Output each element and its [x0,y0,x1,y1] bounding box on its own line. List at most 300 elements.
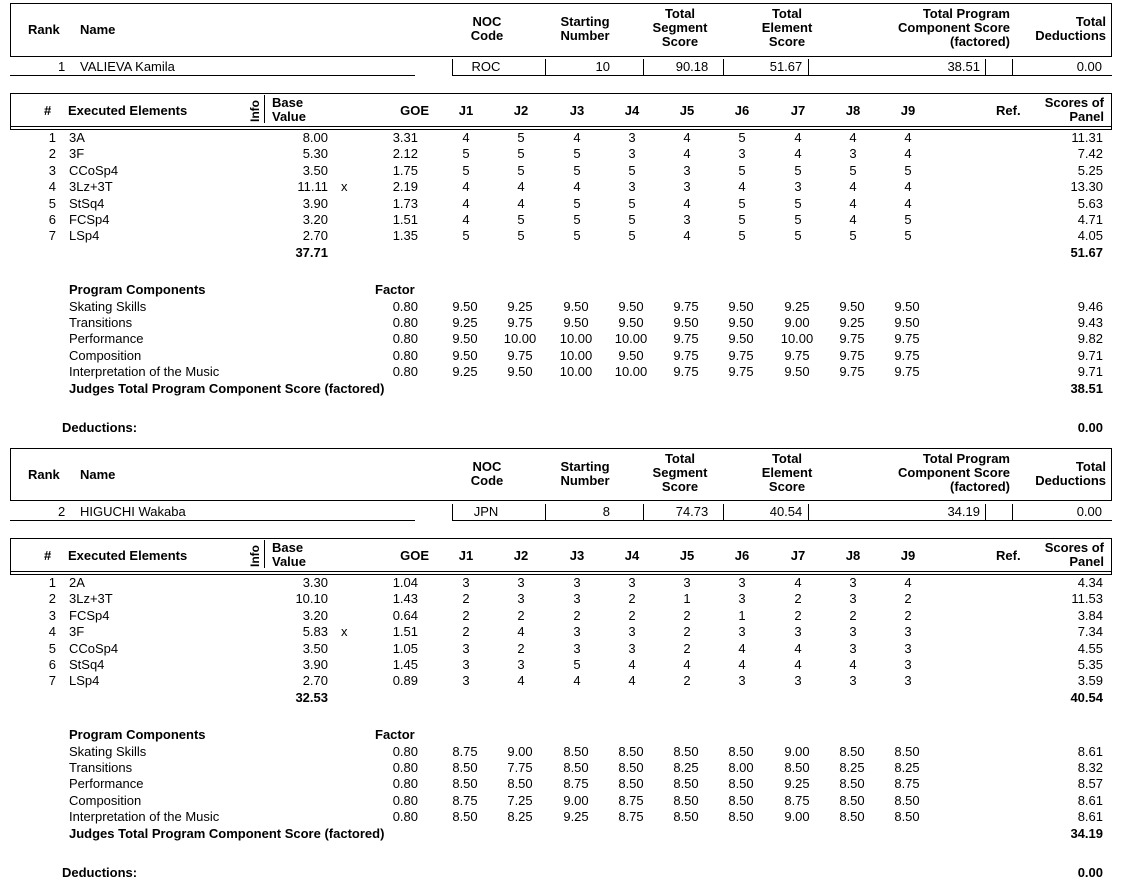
element-judge-score: 4 [904,130,912,145]
element-judge-score: 4 [683,657,691,672]
element-judge-score: 5 [794,228,802,244]
skater-total-element-score: 51.67 [769,59,803,74]
skater-name: HIGUCHI Wakaba [80,504,186,519]
base-value-header: Base Value [272,540,306,569]
component-judge-score: 8.50 [894,809,920,825]
component-judge-score: 8.50 [673,792,699,808]
elements-header-rule [10,571,1112,572]
component-panel-score: 8.57 [1077,776,1103,792]
element-judge-score: 3 [683,212,691,227]
element-panel-score: 3.59 [1077,673,1103,689]
element-goe: 1.51 [392,624,418,640]
component-judge-score: 10.00 [503,331,537,347]
element-panel-score: 11.31 [1071,130,1103,145]
factor-header: Factor [375,282,415,297]
element-name: LSp4 [69,673,100,689]
element-num: 3 [48,162,56,178]
element-goe: 1.43 [392,591,418,607]
component-factor: 0.80 [392,759,418,775]
component-judge-score: 9.75 [728,364,754,380]
program-components-title: Program Components [69,727,206,742]
component-judge-score: 9.50 [618,298,644,314]
element-panel-score: 5.63 [1077,195,1103,211]
skater-total-deductions: 0.00 [1076,504,1102,519]
element-panel-score: 13.30 [1070,179,1103,195]
component-judge-score: 9.25 [452,314,478,330]
ref-header: Ref. [996,103,1021,118]
element-base-value: 3.20 [302,607,328,623]
elements-header-rule [10,126,1112,127]
element-base-value: 3.90 [302,195,328,211]
element-judge-score: 3 [738,575,746,590]
component-judge-score: 8.50 [673,743,699,759]
element-num: 2 [48,591,56,607]
element-judge-score: 3 [904,624,912,640]
component-judge-score: 8.50 [728,743,754,759]
total-pcs-header: Total Program Component Score (factored) [898,451,1010,494]
element-judge-score: 4 [849,179,857,195]
judge-header-7: J7 [790,103,806,118]
element-judge-score: 2 [462,607,470,623]
element-judge-score: 5 [628,195,636,211]
element-judge-score: 5 [628,228,636,244]
element-judge-score: 2 [794,591,802,607]
factor-header: Factor [375,727,415,742]
element-judge-score: 3 [738,146,746,162]
component-judge-score: 9.50 [452,298,478,314]
element-judge-score: 5 [462,146,470,162]
component-judge-score: 10.00 [780,331,814,347]
element-judge-score: 4 [849,657,857,672]
element-judge-score: 2 [683,673,691,689]
element-base-value: 5.30 [302,146,328,162]
element-panel-score: 7.42 [1077,146,1103,162]
component-factor: 0.80 [392,776,418,792]
element-judge-score: 4 [462,195,470,211]
base-value-header: Base Value [272,95,306,124]
element-judge-score: 3 [904,640,912,656]
element-judge-score: 5 [904,162,912,178]
summary-divider [1012,59,1013,75]
element-num: 5 [48,195,56,211]
num-header: # [44,548,52,563]
element-num: 4 [48,624,56,640]
element-judge-score: 4 [683,228,691,244]
skater-total-deductions: 0.00 [1076,59,1102,74]
skater-total-segment-score: 74.73 [675,504,709,519]
judges-total-label: Judges Total Program Component Score (factored) [69,380,385,396]
component-judge-score: 9.75 [728,347,754,363]
element-judge-score: 3 [683,179,691,195]
element-goe: 1.75 [392,162,418,178]
component-judge-score: 8.50 [728,809,754,825]
element-judge-score: 3 [628,640,636,656]
element-judge-score: 5 [628,162,636,178]
component-judge-score: 9.75 [784,347,810,363]
element-judge-score: 2 [904,591,912,607]
element-panel-score: 7.34 [1077,624,1103,640]
element-judge-score: 3 [462,673,470,689]
program-components-title: Program Components [69,282,206,297]
element-judge-score: 4 [849,130,857,145]
element-judge-score: 3 [794,673,802,689]
element-judge-score: 2 [849,607,857,623]
element-judge-score: 3 [794,624,802,640]
element-judge-score: 3 [462,640,470,656]
element-judge-score: 3 [904,657,912,672]
component-name: Performance [69,331,144,347]
skater-starting-number: 8 [602,504,610,519]
component-judge-score: 8.75 [618,809,644,825]
element-judge-score: 3 [573,640,581,656]
element-judge-score: 4 [794,640,802,656]
judge-header-2: J2 [513,103,529,118]
component-judge-score: 9.00 [784,314,810,330]
element-judge-score: 5 [517,162,525,178]
component-judge-score: 8.50 [452,809,478,825]
element-judge-score: 4 [683,130,691,145]
summary-divider [723,59,724,75]
scores-of-panel-header: Scores of Panel [1044,540,1104,569]
element-base-value: 11.11 [297,179,328,195]
skater-rank: 2 [58,504,66,519]
element-judge-score: 4 [573,130,581,145]
deductions-label: Deductions: [62,865,138,880]
goe-header: GOE [400,103,429,118]
element-judge-score: 5 [573,212,581,227]
component-judge-score: 9.50 [673,314,699,330]
deductions-value: 0.00 [1077,420,1103,435]
element-judge-score: 2 [462,624,470,640]
element-judge-score: 3 [904,673,912,689]
element-judge-score: 5 [794,212,802,227]
element-judge-score: 5 [462,162,470,178]
component-judge-score: 8.50 [618,759,644,775]
element-judge-score: 5 [738,130,746,145]
component-factor: 0.80 [392,314,418,330]
summary-rule [10,75,415,76]
component-name: Performance [69,776,144,792]
summary-divider [452,59,453,75]
component-factor: 0.80 [392,809,418,825]
element-judge-score: 4 [794,575,802,590]
element-base-value: 3.30 [302,575,328,590]
base-value-total: 37.71 [295,244,328,260]
summary-divider [545,59,546,75]
element-judge-score: 4 [904,195,912,211]
component-judge-score: 8.25 [894,759,920,775]
component-judge-score: 8.50 [563,743,589,759]
element-base-value: 8.00 [302,130,328,145]
component-judge-score: 9.00 [563,792,589,808]
element-judge-score: 4 [517,179,525,195]
component-factor: 0.80 [392,792,418,808]
judge-header-8: J8 [845,548,861,563]
component-judge-score: 9.75 [894,331,920,347]
element-panel-score: 5.25 [1077,162,1103,178]
element-judge-score: 5 [573,146,581,162]
element-name: FCSp4 [69,607,110,623]
noc-code-header: NOC Code [470,14,504,43]
element-judge-score: 3 [794,179,802,195]
component-judge-score: 8.50 [563,759,589,775]
skater-noc: JPN [473,504,499,519]
component-judge-score: 8.75 [452,792,478,808]
component-judge-score: 9.50 [452,347,478,363]
component-judge-score: 8.25 [673,759,699,775]
component-judge-score: 9.75 [839,364,865,380]
judge-header-2: J2 [513,548,529,563]
component-judge-score: 9.50 [452,331,478,347]
element-base-value: 3.90 [302,657,328,672]
component-judge-score: 9.50 [894,314,920,330]
skater-name: VALIEVA Kamila [80,59,175,74]
component-judge-score: 9.50 [894,298,920,314]
element-judge-score: 4 [794,146,802,162]
element-num: 7 [48,673,56,689]
skater-rank: 1 [58,59,66,74]
element-judge-score: 3 [738,591,746,607]
component-panel-score: 8.61 [1077,809,1103,825]
element-base-value: 10.10 [295,591,328,607]
element-judge-score: 3 [849,624,857,640]
component-judge-score: 8.50 [452,776,478,792]
element-judge-score: 4 [904,575,912,590]
component-judge-score: 8.75 [894,776,920,792]
element-judge-score: 3 [628,179,636,195]
rank-header: Rank [28,22,60,37]
component-judge-score: 9.50 [618,314,644,330]
skater-total-element-score: 40.54 [769,504,803,519]
element-judge-score: 5 [517,212,525,227]
component-judge-score: 9.75 [507,347,533,363]
component-judge-score: 9.50 [563,298,589,314]
deductions-label: Deductions: [62,420,138,435]
summary-divider [643,504,644,520]
summary-rule [452,520,1112,521]
component-judge-score: 8.50 [894,792,920,808]
element-judge-score: 4 [462,130,470,145]
element-judge-score: 2 [462,591,470,607]
component-panel-score: 9.43 [1077,314,1103,330]
component-name: Transitions [69,759,133,775]
element-judge-score: 1 [683,591,691,607]
component-judge-score: 10.00 [614,364,648,380]
component-judge-score: 8.50 [507,776,533,792]
info-header: Info [248,100,262,122]
element-panel-score: 4.71 [1077,212,1103,227]
component-judge-score: 9.75 [673,364,699,380]
element-judge-score: 4 [849,212,857,227]
summary-divider [1012,504,1013,520]
component-judge-score: 9.25 [507,298,533,314]
element-judge-score: 4 [683,195,691,211]
element-judge-score: 3 [849,575,857,590]
element-goe: 0.64 [392,607,418,623]
element-judge-score: 3 [517,657,525,672]
element-judge-score: 4 [517,673,525,689]
element-judge-score: 5 [517,130,525,145]
judge-header-8: J8 [845,103,861,118]
judge-header-7: J7 [790,548,806,563]
element-judge-score: 5 [573,228,581,244]
element-judge-score: 5 [517,146,525,162]
elements-panel-total: 40.54 [1070,689,1103,705]
element-judge-score: 5 [849,228,857,244]
element-judge-score: 2 [683,640,691,656]
element-judge-score: 3 [573,591,581,607]
element-judge-score: 5 [738,228,746,244]
summary-divider [545,504,546,520]
info-divider [264,540,265,568]
element-judge-score: 2 [904,607,912,623]
summary-divider [643,59,644,75]
element-x-flag: x [341,624,348,640]
element-goe: 2.12 [392,146,418,162]
element-num: 1 [48,575,56,590]
element-judge-score: 5 [794,162,802,178]
element-judge-score: 3 [738,673,746,689]
element-judge-score: 3 [628,624,636,640]
component-judge-score: 9.75 [894,347,920,363]
component-judge-score: 9.25 [452,364,478,380]
element-judge-score: 4 [628,673,636,689]
element-name: CCoSp4 [69,162,119,178]
skater-total-pcs: 38.51 [947,59,980,74]
starting-number-header: Starting Number [560,14,610,43]
element-base-value: 5.83 [302,624,328,640]
element-base-value: 2.70 [302,673,328,689]
element-name: 3F [69,624,85,640]
element-judge-score: 4 [849,195,857,211]
element-judge-score: 4 [628,657,636,672]
name-header: Name [80,467,116,482]
element-judge-score: 4 [738,657,746,672]
component-panel-score: 9.71 [1077,347,1103,363]
component-judge-score: 8.25 [507,809,533,825]
component-panel-score: 8.61 [1077,743,1103,759]
element-judge-score: 3 [462,575,470,590]
judge-header-1: J1 [458,548,474,563]
component-judge-score: 10.00 [559,347,593,363]
component-judge-score: 8.75 [563,776,589,792]
element-name: CCoSp4 [69,640,119,656]
component-judge-score: 8.50 [618,776,644,792]
element-panel-score: 4.05 [1077,228,1103,244]
component-name: Interpretation of the Music [69,364,220,380]
element-panel-score: 11.53 [1071,591,1103,607]
skater-noc: ROC [471,59,501,74]
judge-header-4: J4 [624,548,640,563]
component-judge-score: 8.50 [452,759,478,775]
element-judge-score: 3 [628,575,636,590]
element-goe: 3.31 [392,130,418,145]
judge-header-3: J3 [569,103,585,118]
total-deductions-header: Total Deductions [1035,14,1106,43]
component-panel-score: 9.46 [1077,298,1103,314]
noc-code-header: NOC Code [470,459,504,488]
element-judge-score: 2 [517,607,525,623]
element-judge-score: 5 [462,228,470,244]
element-panel-score: 5.35 [1077,657,1103,672]
component-judge-score: 10.00 [614,331,648,347]
element-judge-score: 3 [628,130,636,145]
component-judge-score: 9.50 [728,331,754,347]
element-panel-score: 4.34 [1077,575,1103,590]
judge-header-9: J9 [900,548,916,563]
element-judge-score: 3 [517,591,525,607]
element-base-value: 3.50 [302,640,328,656]
judge-header-5: J5 [679,548,695,563]
pcs-total: 38.51 [1070,380,1103,396]
component-name: Transitions [69,314,133,330]
element-judge-score: 5 [904,212,912,227]
element-judge-score: 4 [573,673,581,689]
component-name: Skating Skills [69,298,147,314]
element-goe: 2.19 [392,179,418,195]
element-judge-score: 5 [849,162,857,178]
element-judge-score: 4 [462,212,470,227]
total-segment-score-header: Total Segment Score [652,6,708,49]
summary-divider [985,59,986,75]
component-panel-score: 9.71 [1077,364,1103,380]
component-judge-score: 9.75 [673,298,699,314]
element-judge-score: 4 [794,130,802,145]
element-judge-score: 3 [573,575,581,590]
component-judge-score: 8.50 [618,743,644,759]
element-judge-score: 4 [517,195,525,211]
element-judge-score: 4 [904,179,912,195]
total-element-score-header: Total Element Score [761,451,813,494]
component-judge-score: 10.00 [559,364,593,380]
skater-starting-number: 10 [595,59,610,74]
element-name: 2A [69,575,85,590]
component-judge-score: 8.50 [728,792,754,808]
summary-divider [985,504,986,520]
component-name: Interpretation of the Music [69,809,220,825]
element-num: 6 [48,212,56,227]
element-base-value: 2.70 [302,228,328,244]
element-judge-score: 3 [738,624,746,640]
element-base-value: 3.20 [302,212,328,227]
element-goe: 1.45 [392,657,418,672]
element-judge-score: 5 [738,212,746,227]
element-judge-score: 2 [794,607,802,623]
element-judge-score: 3 [517,575,525,590]
component-judge-score: 9.50 [507,364,533,380]
component-judge-score: 9.50 [839,298,865,314]
element-name: FCSp4 [69,212,110,227]
base-value-total: 32.53 [295,689,328,705]
rank-header: Rank [28,467,60,482]
skater-total-pcs: 34.19 [947,504,980,519]
element-num: 1 [48,130,56,145]
component-judge-score: 9.75 [894,364,920,380]
summary-rule [10,520,415,521]
element-judge-score: 3 [849,673,857,689]
element-name: 3Lz+3T [69,179,113,195]
element-goe: 0.89 [392,673,418,689]
component-name: Skating Skills [69,743,147,759]
component-judge-score: 8.50 [784,759,810,775]
component-judge-score: 9.75 [839,331,865,347]
component-name: Composition [69,347,142,363]
element-judge-score: 2 [683,607,691,623]
judges-total-label: Judges Total Program Component Score (factored) [69,825,385,841]
judge-header-5: J5 [679,103,695,118]
pcs-total: 34.19 [1070,825,1103,841]
element-panel-score: 4.55 [1077,640,1103,656]
